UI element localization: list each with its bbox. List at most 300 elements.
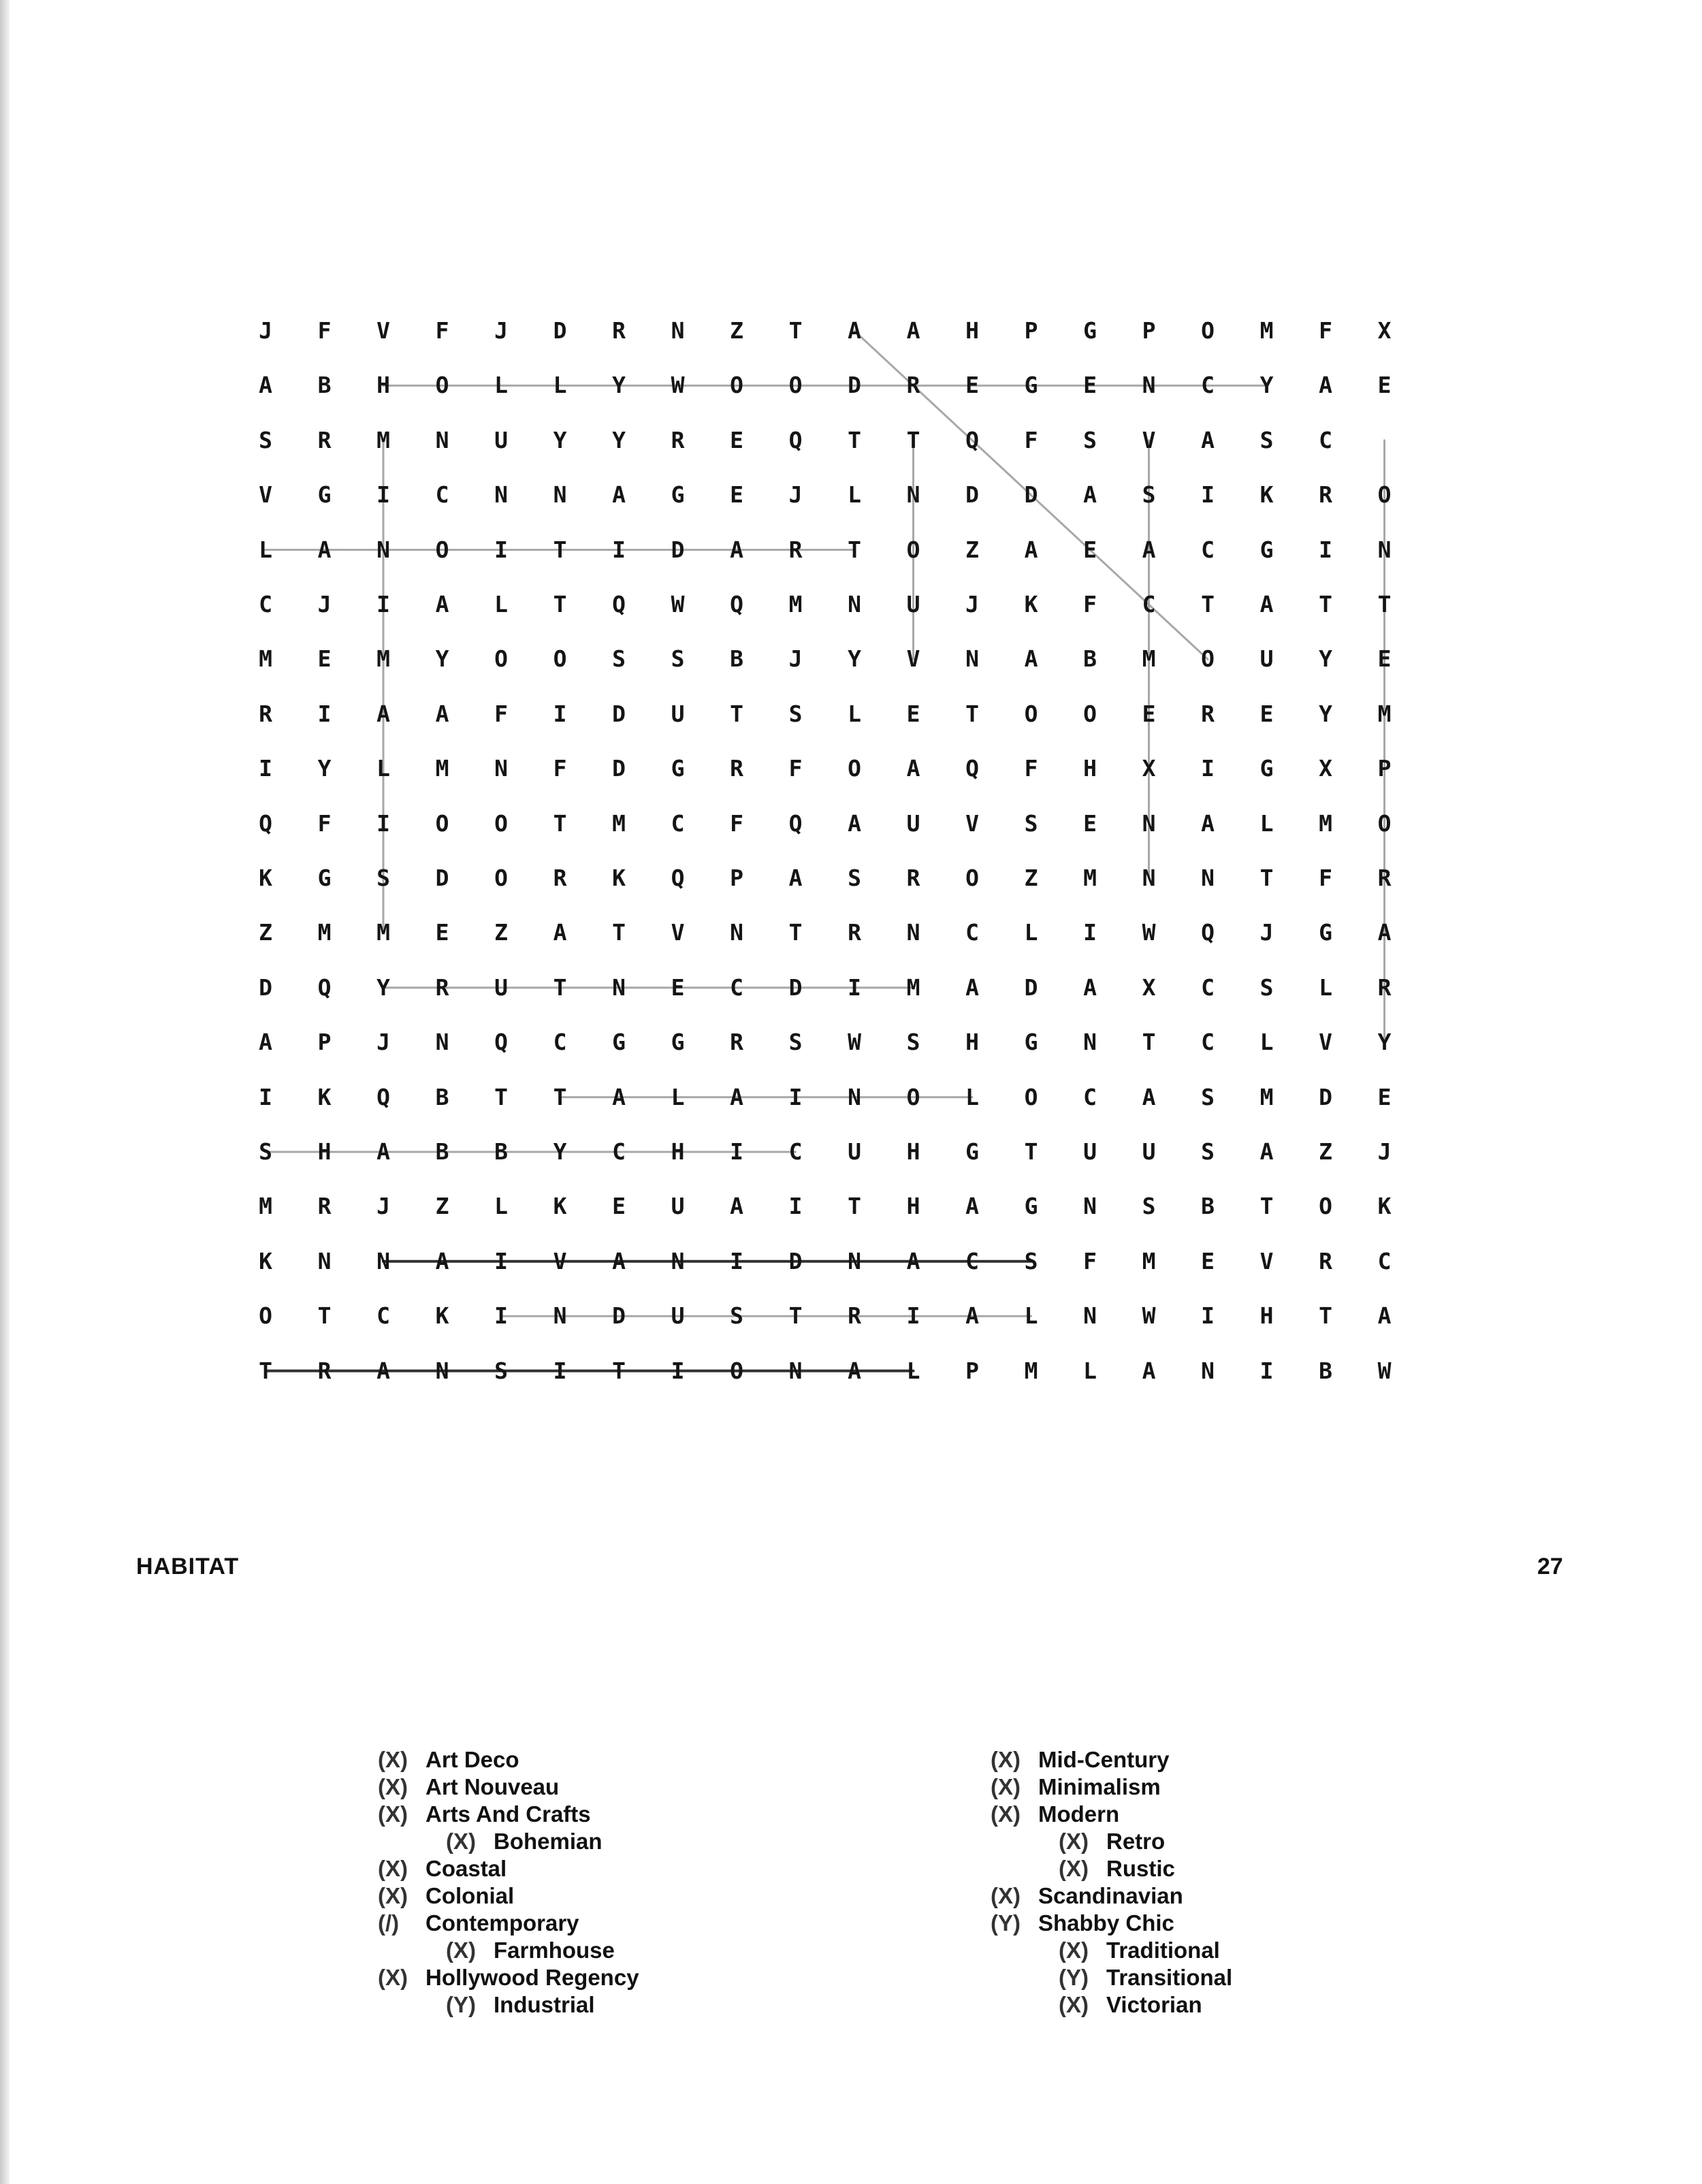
grid-letter: G <box>1259 755 1274 782</box>
grid-letter: F <box>730 809 743 837</box>
grid-letter: C <box>1377 1247 1392 1274</box>
checkbox-mark: (X) <box>446 1938 476 1963</box>
grid-letter: U <box>494 974 508 1001</box>
checkbox-mark: (X) <box>991 1883 1021 1908</box>
checkbox-mark: (X) <box>378 1965 408 1990</box>
grid-letter: G <box>671 755 685 782</box>
grid-letter: P <box>965 1357 979 1384</box>
grid-letter: M <box>376 919 390 946</box>
grid-letter: A <box>965 974 979 1001</box>
grid-letter: G <box>671 481 685 509</box>
grid-letter: X <box>1142 974 1156 1001</box>
grid-letter: T <box>1377 591 1392 617</box>
grid-letter: Y <box>1319 700 1332 727</box>
grid-letter: Q <box>730 591 743 617</box>
grid-letter: L <box>848 481 861 509</box>
grid-letter: O <box>435 536 449 563</box>
grid-letter: L <box>494 372 508 399</box>
grid-letter: G <box>317 481 332 509</box>
word-list-label: Rustic <box>1106 1856 1175 1881</box>
grid-letter: O <box>730 372 743 399</box>
grid-letter: G <box>612 1029 626 1056</box>
word-list-item <box>378 1773 559 1801</box>
word-list-item <box>446 1937 615 1964</box>
grid-letter: N <box>788 1357 803 1384</box>
checkbox-mark: (X) <box>378 1801 408 1827</box>
grid-letter: A <box>435 591 449 617</box>
grid-letter: T <box>1259 865 1274 891</box>
grid-letter: E <box>317 645 332 673</box>
grid-letter: O <box>848 755 861 782</box>
word-list-item <box>446 1991 595 2019</box>
grid-letter: E <box>1083 372 1097 399</box>
grid-letter: A <box>730 1193 743 1220</box>
grid-letter: O <box>1319 1193 1332 1220</box>
grid-letter: N <box>848 1083 861 1110</box>
grid-letter: T <box>848 426 861 453</box>
grid-letter: T <box>788 317 803 344</box>
grid-letter: J <box>1259 919 1274 946</box>
grid-letter: C <box>788 1138 803 1165</box>
word-list-label: Art Deco <box>426 1747 519 1772</box>
grid-letter: J <box>376 1193 390 1220</box>
grid-letter: U <box>1083 1138 1097 1165</box>
word-list-label: Colonial <box>426 1883 515 1908</box>
grid-letter: N <box>435 426 449 453</box>
grid-letter: E <box>671 974 685 1001</box>
grid-letter: K <box>259 1247 272 1274</box>
grid-letter: O <box>494 645 508 673</box>
grid-letter: L <box>1083 1357 1097 1384</box>
grid-letter: S <box>259 1138 272 1165</box>
grid-letter: M <box>1259 317 1274 344</box>
grid-letter: A <box>1142 1357 1156 1384</box>
word-list-label: Minimalism <box>1038 1774 1161 1799</box>
grid-letter: S <box>1201 1138 1215 1165</box>
grid-letter: S <box>906 1029 920 1056</box>
grid-letter: O <box>435 372 449 399</box>
grid-letter: C <box>965 919 979 946</box>
grid-letter: T <box>965 700 979 727</box>
grid-letter: O <box>1024 700 1038 727</box>
grid-letter: N <box>376 536 390 563</box>
grid-letter: I <box>730 1138 743 1165</box>
grid-letter: Q <box>671 865 685 891</box>
checkbox-mark: (X) <box>1059 1992 1089 2017</box>
grid-letter: D <box>612 700 626 727</box>
grid-letter: J <box>376 1029 390 1056</box>
grid-letter: I <box>906 1302 920 1330</box>
grid-letter: T <box>788 1302 803 1330</box>
grid-letter: O <box>1201 645 1215 673</box>
grid-letter: Z <box>1024 865 1038 891</box>
grid-letter: U <box>494 426 508 453</box>
grid-letter: I <box>376 591 390 617</box>
grid-letter: L <box>906 1357 920 1384</box>
checkbox-mark: (X) <box>991 1774 1021 1799</box>
grid-letter: R <box>1201 700 1215 727</box>
grid-letter: S <box>1259 974 1274 1001</box>
grid-letter: J <box>1377 1138 1392 1165</box>
grid-letter: C <box>1201 974 1215 1001</box>
grid-letter: Q <box>317 974 332 1001</box>
grid-letter: I <box>1201 1302 1215 1330</box>
grid-letter: O <box>1201 317 1215 344</box>
grid-letter: L <box>494 591 508 617</box>
grid-letter: R <box>317 426 332 453</box>
word-list-label: Industrial <box>494 1992 595 2017</box>
grid-letter: K <box>553 1193 567 1220</box>
grid-letter: R <box>435 974 449 1001</box>
grid-letter: J <box>317 591 332 617</box>
grid-letter: N <box>553 481 567 509</box>
grid-letter: S <box>730 1302 743 1330</box>
grid-letter: E <box>1377 645 1392 673</box>
grid-letter: M <box>1319 809 1332 837</box>
grid-letter: A <box>1142 536 1156 563</box>
grid-letter: N <box>671 317 685 344</box>
grid-letter: M <box>259 645 272 673</box>
grid-letter: A <box>965 1193 979 1220</box>
grid-letter: T <box>553 536 567 563</box>
grid-letter: T <box>788 919 803 946</box>
word-list-label: Arts And Crafts <box>426 1801 591 1827</box>
grid-letter: Q <box>376 1083 390 1110</box>
grid-letter: Z <box>435 1193 449 1220</box>
grid-letter: I <box>553 700 567 727</box>
grid-letter: A <box>1319 372 1332 399</box>
grid-letter: C <box>259 591 272 617</box>
grid-letter: P <box>317 1029 332 1056</box>
grid-letter: G <box>1319 919 1332 946</box>
grid-letter: T <box>1201 591 1215 617</box>
grid-letter: I <box>612 536 626 563</box>
grid-letter: E <box>1083 809 1097 837</box>
grid-letter: M <box>788 591 803 617</box>
word-list-item <box>991 1801 1119 1828</box>
grid-letter: V <box>906 645 920 673</box>
grid-letter: N <box>494 755 508 782</box>
grid-letter: H <box>1259 1302 1274 1330</box>
grid-letter: R <box>1319 481 1332 509</box>
grid-letter: N <box>1201 1357 1215 1384</box>
grid-letter: A <box>1024 645 1038 673</box>
grid-letter: O <box>1083 700 1097 727</box>
grid-letter: T <box>553 591 567 617</box>
grid-letter: E <box>1142 700 1156 727</box>
checkbox-mark: (Y) <box>446 1992 476 2017</box>
word-search-grid <box>225 300 1464 1416</box>
grid-letter: H <box>1083 755 1097 782</box>
grid-letter: A <box>259 372 272 399</box>
grid-letter: H <box>965 317 979 344</box>
checkbox-mark: (X) <box>378 1747 408 1772</box>
grid-letter: N <box>1083 1302 1097 1330</box>
grid-letter: J <box>788 481 803 509</box>
grid-letter: M <box>612 809 626 837</box>
word-list-label: Art Nouveau <box>426 1774 560 1799</box>
grid-letter: V <box>553 1247 567 1274</box>
grid-letter: M <box>1142 645 1156 673</box>
grid-letter: S <box>1024 809 1038 837</box>
grid-letter: I <box>1201 755 1215 782</box>
grid-letter: K <box>317 1083 332 1110</box>
grid-letter: U <box>906 591 920 617</box>
grid-letter: U <box>1142 1138 1156 1165</box>
grid-letter: U <box>1259 645 1274 673</box>
grid-letter: S <box>1142 481 1156 509</box>
grid-letter: R <box>553 865 567 891</box>
grid-letter: J <box>965 591 979 617</box>
grid-letter: E <box>435 919 449 946</box>
grid-letter: R <box>730 755 743 782</box>
word-list-label: Modern <box>1038 1801 1120 1827</box>
grid-letter: I <box>671 1357 685 1384</box>
grid-letter: N <box>612 974 626 1001</box>
grid-letter: G <box>1259 536 1274 563</box>
grid-letter: W <box>1142 919 1156 946</box>
grid-letter: S <box>788 1029 803 1056</box>
grid-letter: A <box>1201 426 1215 453</box>
grid-letter: I <box>1083 919 1097 946</box>
grid-letter: I <box>376 481 390 509</box>
grid-letter: Y <box>1319 645 1332 673</box>
grid-letter: A <box>1024 536 1038 563</box>
grid-letter: I <box>848 974 861 1001</box>
grid-letter: N <box>1142 809 1156 837</box>
grid-letter: O <box>435 809 449 837</box>
grid-letter: A <box>1259 591 1274 617</box>
grid-letter: S <box>494 1357 508 1384</box>
grid-letter: L <box>1024 1302 1038 1330</box>
grid-letter: D <box>612 1302 626 1330</box>
grid-letter: E <box>906 700 920 727</box>
grid-letter: Y <box>376 974 390 1001</box>
grid-letter: A <box>730 1083 743 1110</box>
grid-letter: A <box>788 865 803 891</box>
grid-letter: Y <box>435 645 449 673</box>
grid-letter: T <box>553 809 567 837</box>
grid-letter: S <box>1259 426 1274 453</box>
grid-letter: T <box>1319 591 1332 617</box>
checkbox-mark: (/) <box>378 1910 400 1936</box>
grid-letter: A <box>435 1247 449 1274</box>
word-list-label: Victorian <box>1106 1992 1202 2017</box>
grid-letter: I <box>494 1302 508 1330</box>
grid-letter: O <box>1377 809 1392 837</box>
word-list-item <box>1059 1937 1220 1964</box>
grid-letter: D <box>1024 974 1038 1001</box>
grid-letter: N <box>376 1247 390 1274</box>
grid-letter: T <box>848 1193 861 1220</box>
grid-letter: T <box>494 1083 508 1110</box>
grid-letter: W <box>1377 1357 1392 1384</box>
grid-letter: G <box>1083 317 1097 344</box>
grid-letter: C <box>1319 426 1332 453</box>
grid-letter: Q <box>788 809 803 837</box>
grid-letter: C <box>1201 1029 1215 1056</box>
checkbox-mark: (X) <box>378 1856 408 1881</box>
checkbox-mark: (X) <box>991 1801 1021 1827</box>
grid-letter: F <box>317 809 332 837</box>
grid-letter: A <box>376 1357 390 1384</box>
grid-letter: Q <box>612 591 626 617</box>
grid-letter: D <box>788 1247 803 1274</box>
grid-letter: K <box>435 1302 449 1330</box>
grid-letter: B <box>435 1083 449 1110</box>
grid-letter: P <box>1377 755 1392 782</box>
grid-letter: D <box>671 536 685 563</box>
grid-letter: H <box>317 1138 332 1165</box>
grid-letter: R <box>1377 974 1392 1001</box>
grid-letter: C <box>1083 1083 1097 1110</box>
grid-letter: N <box>435 1029 449 1056</box>
grid-letter: M <box>906 974 920 1001</box>
checkbox-mark: (X) <box>378 1774 408 1799</box>
grid-letter: H <box>906 1138 920 1165</box>
word-list-item <box>1059 1828 1165 1855</box>
grid-letter: E <box>965 372 979 399</box>
page-number: 27 <box>1537 1554 1563 1579</box>
grid-letter: N <box>848 1247 861 1274</box>
grid-letter: B <box>1201 1193 1215 1220</box>
grid-letter: A <box>1083 974 1097 1001</box>
grid-letter: A <box>612 481 626 509</box>
grid-letter: O <box>259 1302 272 1330</box>
grid-letter: R <box>730 1029 743 1056</box>
grid-letter: V <box>965 809 979 837</box>
grid-letter: F <box>788 755 803 782</box>
grid-letter: F <box>1024 755 1038 782</box>
word-list-label: Coastal <box>426 1856 507 1881</box>
grid-letter: T <box>612 919 626 946</box>
grid-letter: A <box>848 1357 861 1384</box>
grid-letter: T <box>612 1357 626 1384</box>
grid-letter: A <box>1142 1083 1156 1110</box>
grid-letter: I <box>259 755 272 782</box>
grid-letter: A <box>1259 1138 1274 1165</box>
grid-letter: F <box>494 700 508 727</box>
grid-letter: R <box>317 1357 332 1384</box>
grid-letter: I <box>494 1247 508 1274</box>
grid-letter: F <box>317 317 332 344</box>
grid-letter: H <box>965 1029 979 1056</box>
grid-letter: I <box>494 536 508 563</box>
grid-letter: L <box>259 536 272 563</box>
grid-letter: W <box>671 591 685 617</box>
grid-letter: D <box>1319 1083 1332 1110</box>
word-list-item <box>378 1882 514 1910</box>
grid-letter: S <box>259 426 272 453</box>
grid-letter: M <box>1083 865 1097 891</box>
grid-letter: R <box>848 1302 861 1330</box>
grid-letter: Z <box>1319 1138 1332 1165</box>
grid-letter: L <box>1319 974 1332 1001</box>
word-list-label: Transitional <box>1106 1965 1233 1990</box>
grid-letter: S <box>671 645 685 673</box>
grid-letter: I <box>1259 1357 1274 1384</box>
grid-letter: N <box>494 481 508 509</box>
grid-letter: A <box>1377 919 1392 946</box>
grid-letter: M <box>435 755 449 782</box>
grid-letter: D <box>1024 481 1038 509</box>
grid-letter: B <box>317 372 332 399</box>
word-list-label: Farmhouse <box>494 1938 615 1963</box>
grid-letter: V <box>671 919 685 946</box>
grid-letter: I <box>317 700 332 727</box>
word-list-item <box>1059 1964 1232 1991</box>
grid-letter: Q <box>1201 919 1215 946</box>
grid-letter: E <box>730 481 743 509</box>
checkbox-mark: (Y) <box>1059 1965 1089 1990</box>
grid-letter: L <box>494 1193 508 1220</box>
grid-letter: Z <box>965 536 979 563</box>
grid-letter: F <box>1083 1247 1097 1274</box>
grid-letter: C <box>965 1247 979 1274</box>
grid-letter: A <box>612 1083 626 1110</box>
word-list-label: Traditional <box>1106 1938 1220 1963</box>
grid-letter: K <box>612 865 626 891</box>
grid-letter: K <box>1024 591 1038 617</box>
grid-letter: A <box>376 1138 390 1165</box>
grid-letter: S <box>612 645 626 673</box>
grid-letter: A <box>1083 481 1097 509</box>
grid-letter: J <box>259 317 272 344</box>
grid-letter: L <box>376 755 390 782</box>
grid-letter: D <box>788 974 803 1001</box>
grid-letter: E <box>1201 1247 1215 1274</box>
grid-letter: Q <box>965 755 979 782</box>
grid-letter: I <box>788 1193 803 1220</box>
grid-letter: C <box>1142 591 1156 617</box>
word-list-item <box>378 1746 519 1773</box>
grid-letter: G <box>1024 372 1038 399</box>
grid-letter: X <box>1377 317 1392 344</box>
checkbox-mark: (X) <box>1059 1829 1089 1854</box>
grid-letter: E <box>1259 700 1274 727</box>
grid-letter: N <box>553 1302 567 1330</box>
grid-letter: N <box>965 645 979 673</box>
word-list-item <box>1059 1855 1175 1882</box>
grid-letter: H <box>376 372 390 399</box>
checkbox-mark: (X) <box>1059 1938 1089 1963</box>
grid-letter: K <box>1259 481 1274 509</box>
grid-letter: A <box>906 317 920 344</box>
grid-letter: G <box>317 865 332 891</box>
grid-letter: A <box>906 755 920 782</box>
word-list-label: Mid-Century <box>1038 1747 1170 1772</box>
grid-letter: L <box>965 1083 979 1110</box>
grid-letter: N <box>906 481 920 509</box>
grid-letter: L <box>1024 919 1038 946</box>
grid-letter: I <box>259 1083 272 1110</box>
checkbox-mark: (X) <box>991 1747 1021 1772</box>
grid-letter: A <box>965 1302 979 1330</box>
grid-letter: W <box>671 372 685 399</box>
grid-letter: A <box>259 1029 272 1056</box>
grid-letter: A <box>376 700 390 727</box>
word-list-item <box>991 1746 1170 1773</box>
grid-letter: N <box>1377 536 1392 563</box>
grid-letter: Y <box>317 755 332 782</box>
grid-letter: O <box>494 865 508 891</box>
grid-letter: L <box>1259 1029 1274 1056</box>
grid-letter: A <box>435 700 449 727</box>
grid-letter: U <box>671 1302 685 1330</box>
grid-letter: M <box>317 919 332 946</box>
grid-letter: O <box>494 809 508 837</box>
grid-letter: S <box>788 700 803 727</box>
